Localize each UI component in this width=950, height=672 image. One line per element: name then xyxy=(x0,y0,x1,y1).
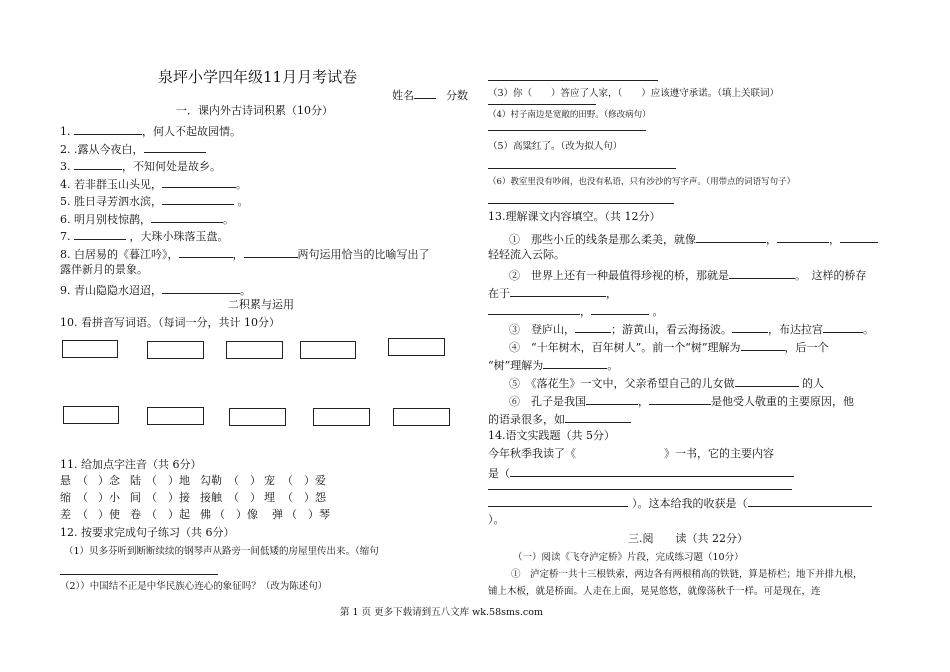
q13-4-line2: “树”理解为 。 xyxy=(488,359,619,372)
answer-line[interactable] xyxy=(60,574,218,575)
q10-heading: 10. 看拼音写词语。（每词一分，共计 10分） xyxy=(60,316,280,329)
q13-2-line2: 在于 ， xyxy=(488,287,617,300)
q13-2: ② 世界上还有一种最值得珍视的桥，那就是 。 这样的桥存 xyxy=(509,269,867,282)
pinyin-box[interactable] xyxy=(147,341,204,359)
q13-6: ⑥ 孔子是我国 ， 是他受人敬重的主要原因，他 xyxy=(509,395,854,408)
q14-line1: 今年秋季我读了《 》一书，它的主要内容 xyxy=(488,447,774,460)
q12-4: （4）村子南边是宽敞的田野。（修改病句） xyxy=(488,110,651,120)
answer-line[interactable] xyxy=(488,489,792,490)
pinyin-box[interactable] xyxy=(300,341,356,359)
name-label: 姓名 xyxy=(392,89,414,102)
pinyin-box[interactable] xyxy=(62,340,118,358)
pinyin-box[interactable] xyxy=(388,338,445,356)
q14-heading: 14.语文实践题（共 5分） xyxy=(488,429,615,442)
q13-5: ⑤ 《落花生》一文中，父亲希望自己的儿女做 的人 xyxy=(509,377,824,390)
poem-item-3: 3. ，不知何处是故乡。 xyxy=(60,160,221,173)
q13-4: ④ “十年树木，百年树人”。前一个“树”理解为 ，后一个 xyxy=(509,341,829,354)
answer-line[interactable] xyxy=(488,80,658,81)
q14-line3: ）。这本给我的收获是（ xyxy=(488,495,872,511)
poem-item-2: 2. .露从今夜白， xyxy=(60,141,206,157)
score-label: 分数 xyxy=(446,89,468,102)
q13-2-line3: ， 。 xyxy=(488,303,664,319)
pinyin-box[interactable] xyxy=(147,407,204,425)
answer-line[interactable] xyxy=(488,104,596,105)
q14-line4: ）。 xyxy=(488,513,505,526)
q12-3: （3）你（ ）答应了人家，（ ）应该遵守承诺。（填上关联词） xyxy=(488,88,780,99)
q12-5: （5）高粱红了。（改为拟人句） xyxy=(488,141,623,152)
answer-line[interactable] xyxy=(488,203,674,204)
reading1-para-line1: ① 泸定桥一共十三根铁索，两边各有两根稍高的铁链，算是桥栏；地下并排九根， xyxy=(511,569,863,580)
q14-line2: 是（ xyxy=(488,465,794,481)
pinyin-box[interactable] xyxy=(393,408,450,426)
q13-heading: 13.理解课文内容填空。（共 12分） xyxy=(488,210,661,223)
section3-title: 三.阅 读（共 22分） xyxy=(628,532,748,545)
answer-line[interactable] xyxy=(488,168,676,169)
poem-item-1: 1. ，何人不起故园情。 xyxy=(60,125,241,138)
page-footer: 第 1 页 更多下载请到五八文库 wk.58sms.com xyxy=(340,607,543,618)
q13-1-line2: 轻轻流入云际。 xyxy=(488,248,565,261)
poem-item-5: 5. 胜日寻芳泗水滨， 。 xyxy=(60,195,249,208)
section2-title: 二积累与运用 xyxy=(228,298,294,311)
q13-1: ① 那些小丘的线条是那么柔美，就像 ， ， xyxy=(509,231,878,247)
q13-6-line2: 的语录很多，如 xyxy=(488,411,631,427)
poem-item-8: 8. 白居易的《暮江吟》， ， 两句运用恰当的比喻写出了 xyxy=(60,248,430,261)
q12-1: （1）贝多芬听到断断续续的钢琴声从路旁一间低矮的房屋里传出来。（缩句 xyxy=(64,546,379,557)
poem-item-8-line2: 露伴新月的景象。 xyxy=(60,263,148,276)
section1-title: 一．课内外古诗词积累（10分） xyxy=(176,104,333,117)
reading1-para-line2: 铺上木板，就是桥面。人走在上面，晃晃悠悠，就像荡秋千一样。可是现在，连 xyxy=(488,586,821,597)
poem-item-4: 4. 若非群玉山头见， 。 xyxy=(60,178,247,191)
q12-6: （6）教室里没有吵闹，也没有私语，只有沙沙的写字声。（用带点的词语写句子） xyxy=(488,177,796,187)
page-title: 泉坪小学四年级11月月考试卷 xyxy=(158,68,358,86)
pinyin-box[interactable] xyxy=(63,406,119,424)
name-score-line xyxy=(392,87,468,103)
poem-item-7: 7. ，大珠小珠落玉盘。 xyxy=(60,230,229,243)
q11-heading: 11. 给加点字注音（共 6分） xyxy=(60,458,202,471)
pinyin-box[interactable] xyxy=(226,341,283,359)
poem-item-9: 9. 青山隐隐水迢迢， 。 xyxy=(60,284,251,297)
q13-3: ③ 登庐山， ；游黄山，看云海扬波。 ，布达拉宫 。 xyxy=(509,323,874,336)
pinyin-box[interactable] xyxy=(313,408,370,426)
q12-2: （2））中国结不正是中华民族心连心的象征吗？（改为陈述句） xyxy=(60,581,328,592)
reading1-heading: （一）阅读《飞夺泸定桥》片段，完成练习题（10分） xyxy=(513,552,744,563)
answer-line[interactable] xyxy=(488,130,646,131)
q12-heading: 12. 按要求完成句子练习（共 6分） xyxy=(60,526,235,539)
pinyin-box[interactable] xyxy=(229,408,286,426)
poem-item-6: 6. 明月别枝惊鹊， 。 xyxy=(60,213,234,226)
